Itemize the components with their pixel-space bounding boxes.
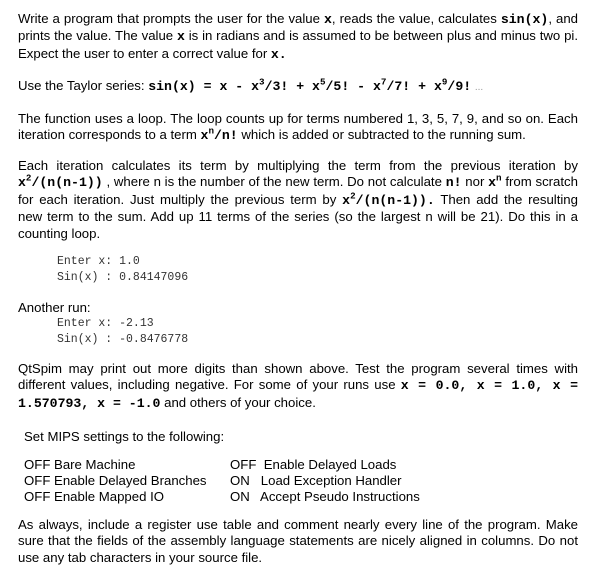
var-x: x xyxy=(324,12,332,27)
loop-text: which is added or subtracted to the running sum. xyxy=(237,127,526,143)
term-formula: $x^n/n$! xyxy=(200,126,238,144)
iter-text: from scratch for each iteration. Just multiply the previous term by xyxy=(18,174,578,207)
multiplier-formula: $x^2/(n(n-1))$ xyxy=(18,173,103,191)
setting-delayed-loads: OFF Enable Delayed Loads xyxy=(230,457,397,472)
qtspim-text: and others of your choice. xyxy=(160,394,316,410)
loop-paragraph xyxy=(18,111,578,145)
iter-text: Then add the resulting new term to the sum. Add up 11 terms of the series (so the largest n will be 21). Do this in a counting loop. xyxy=(18,191,578,241)
taylor-series-line xyxy=(18,78,578,96)
closing-paragraph: As always, include a register use table and comment nearly every line of the program. Make sure that the fields of the assembly language statements are nicely aligned in columns. Do not use any tab characters in your source file. xyxy=(18,517,578,565)
run-input-line: Enter x: -2.13 xyxy=(57,317,154,330)
n-factorial: n! xyxy=(445,175,462,191)
run-output-line: Sin(x) : 0.84147096 xyxy=(57,270,189,284)
taylor-label: Use the Taylor series: xyxy=(18,78,149,93)
taylor-formula: $\sin(x) = x - x^3/3$! + $x^5/5$! - $x^7/7$! + $x^9/9$! xyxy=(148,76,472,94)
intro-text: is in radians and is assumed to be between plus and minus two pi. Expect the user to enter a correct value for xyxy=(18,28,579,61)
iter-text: nor xyxy=(461,174,489,190)
iter-text: Each iteration calculates its term by multiplying the term from the previous iteration by xyxy=(18,158,578,173)
var-x: x xyxy=(176,29,185,45)
sample-run-1 xyxy=(57,254,188,285)
intro-text: , and prints the value. The value xyxy=(18,11,578,44)
setting-exception-handler: ON Load Exception Handler xyxy=(230,473,402,488)
another-run-label: Another run: xyxy=(18,300,91,315)
run-output-line: Sin(x) : -0.8476778 xyxy=(57,332,189,346)
setting-mapped-io: OFF Enable Mapped IO xyxy=(24,489,165,504)
run-input-line: Enter x: 1.0 xyxy=(57,255,140,268)
intro-paragraph xyxy=(18,11,578,63)
intro-text: Write a program that prompts the user for the value xyxy=(18,11,324,26)
qtspim-text: QtSpim may print out more digits than shown above. Test the program several times with different values, including negative. For some of your runs use xyxy=(18,361,578,393)
setting-delayed-branches: OFF Enable Delayed Branches xyxy=(24,473,207,488)
iter-text: , where n is the number of the new term. Do not calculate xyxy=(102,174,446,190)
ellipsis: ... xyxy=(474,82,484,93)
setting-pseudo-instructions: ON Accept Pseudo Instructions xyxy=(230,489,420,504)
intro-text: , reads the value, calculates xyxy=(331,11,501,26)
loop-text: The function uses a loop. The loop counts up for terms numbered 1, 3, 5, 7, 9, and so on. Each iteration corresponds to a term xyxy=(18,111,578,143)
x-power-n: $x^n$ xyxy=(488,173,502,191)
multiplier-formula: $x^2/(n(n-1))$. xyxy=(342,190,435,208)
test-values: x = 0.0, x = 1.0, x = 1.570793, x = -1.0 xyxy=(18,378,578,411)
mips-settings-heading: Set MIPS settings to the following: xyxy=(24,429,225,444)
var-x: x. xyxy=(270,46,287,62)
setting-bare-machine: OFF Bare Machine xyxy=(24,457,136,472)
sample-run-2 xyxy=(57,316,188,347)
qtspim-paragraph xyxy=(18,361,578,412)
sin-x-code: sin(x) xyxy=(500,12,549,27)
iteration-paragraph xyxy=(18,158,578,242)
